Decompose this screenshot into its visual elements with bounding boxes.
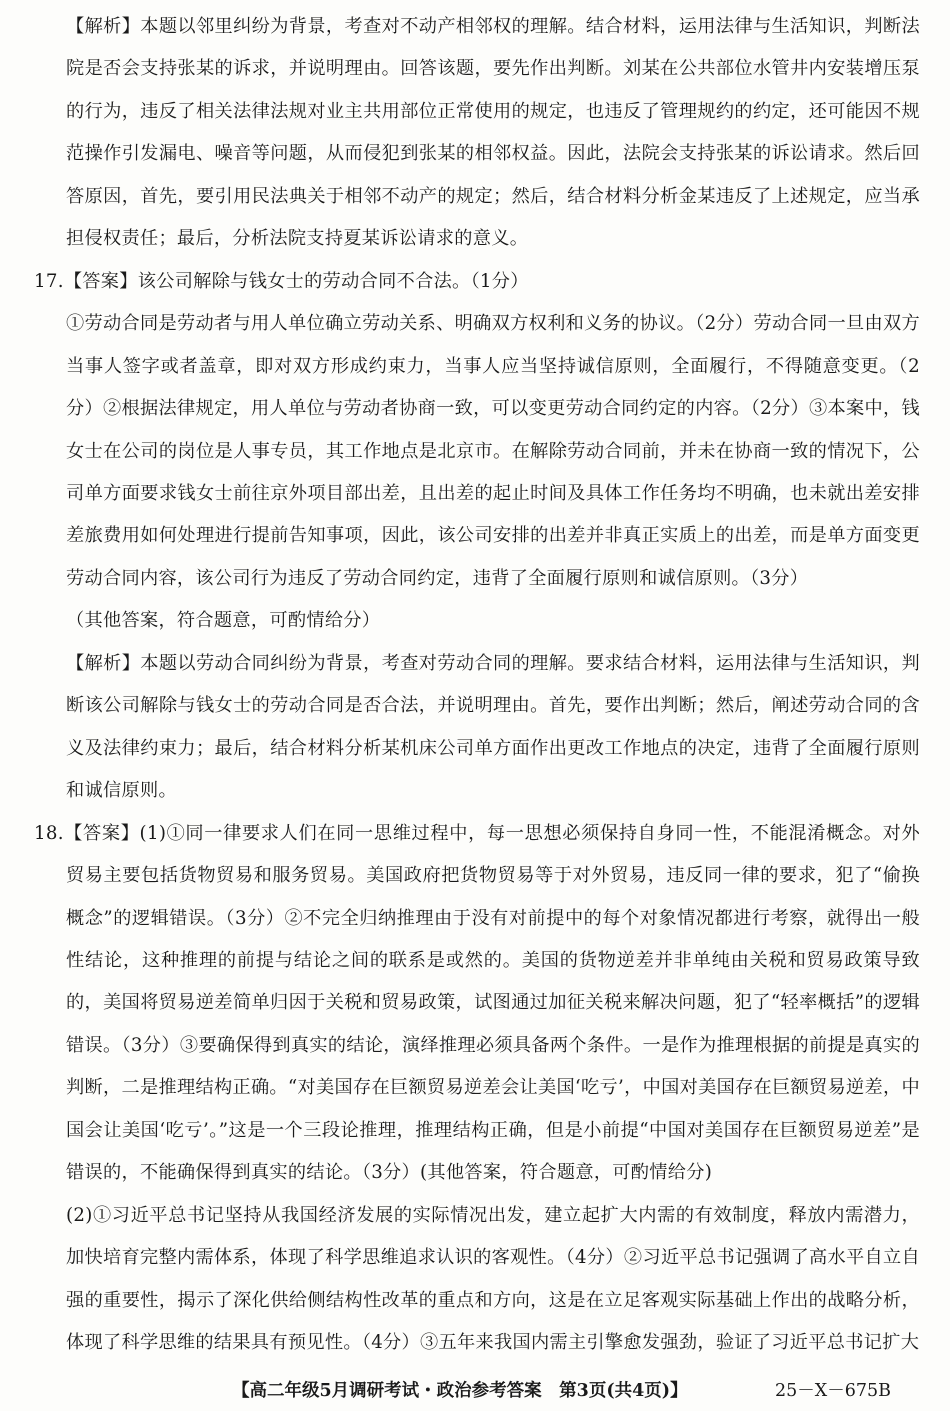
page-footer	[0, 1373, 950, 1409]
answer-18-part2: (2)①习近平总书记坚持从我国经济发展的实际情况出发，建立起扩大内需的有效制度，释放内需潜力，加快培育完整内需体系，体现了科学思维追求认识的客观性。（4分）②习近平总书记强调了高水平自立自强的重要性，揭示了深化供给侧结构性改革的重点和方向，这是在立足客观实际基础上作出的战略分析，体现了科学思维的结果具有预见性。（4分）③五年来我国内需主引擎愈发强劲，验证了习近平总书记扩大	[66, 1204, 920, 1354]
analysis-17-paragraph: 【解析】本题以劳动合同纠纷为背景，考查对劳动合同的理解。要求结合材料，运用法律与生活知识，判断该公司解除与钱女士的劳动合同是否合法，并说明理由。首先，要作出判断；然后，阐述劳动合同的含义及法律约束力；最后，结合材料分析某机床公司单方面作出更改工作地点的决定，违背了全面履行原则和诚信原则。	[66, 652, 920, 802]
answer-17-note: （其他答案，符合题意，可酌情给分）	[66, 610, 381, 632]
footer-code: 25－X－675B	[775, 1381, 891, 1401]
page-body	[0, 6, 950, 1365]
answer-18-part1: 18.【答案】(1)①同一律要求人们在同一思维过程中，每一思想必须保持自身同一性，不能混淆概念。对外贸易主要包括货物贸易和服务贸易。美国政府把货物贸易等于对外贸易，违反同一律的要求，犯了“偷换概念”的逻辑错误。（3分）②不完全归纳推理由于没有对前提中的每个对象情况都进行考察，就得出一般性结论，这种推理的前提与结论之间的联系是或然的。美国的货物逆差并非单纯由关税和贸易政策导致的，美国将贸易逆差简单归因于关税和贸易政策，试图通过加征关税来解决问题，犯了“轻率概括”的逻辑错误。（3分）③要确保得到真实的结论，演绎推理必须具备两个条件。一是作为推理根据的前提是真实的判断，二是推理结构正确。“对美国存在巨额贸易逆差会让美国‘吃亏’，中国对美国存在巨额贸易逆差，中国会让美国‘吃亏’。”这是一个三段论推理，推理结构正确，但是小前提“中国对美国存在巨额贸易逆差”是错误的，不能确保得到真实的结论。（3分）(其他答案，符合题意，可酌情给分)	[34, 822, 920, 1184]
footer-title: 【高二年级5月调研考试・政治参考答案 第3页(共4页)】	[232, 1381, 688, 1401]
answer-17-heading: 17.【答案】该公司解除与钱女士的劳动合同不合法。（1分）	[34, 270, 529, 292]
analysis-16-paragraph: 【解析】本题以邻里纠纷为背景，考查对不动产相邻权的理解。结合材料，运用法律与生活知识，判断法院是否会支持张某的诉求，并说明理由。回答该题，要先作出判断。刘某在公共部位水管井内安装增压泵的行为，违反了相关法律法规对业主共用部位正常使用的规定，也违反了管理规约的约定，还可能因不规范操作引发漏电、噪音等问题，从而侵犯到张某的相邻权益。因此，法院会支持张某的诉讼请求。然后回答原因，首先，要引用民法典关于相邻不动产的规定；然后，结合材料分析金某违反了上述规定，应当承担侵权责任；最后，分析法院支持夏某诉讼请求的意义。	[66, 16, 920, 250]
answer-17-body: ①劳动合同是劳动者与用人单位确立劳动关系、明确双方权利和义务的协议。（2分）劳动合同一旦由双方当事人签字或者盖章，即对双方形成约束力，当事人应当坚持诚信原则，全面履行，不得随意变更。（2分）②根据法律规定，用人单位与劳动者协商一致，可以变更劳动合同约定的内容。（2分）③本案中，钱女士在公司的岗位是人事专员，其工作地点是北京市。在解除劳动合同前，并未在协商一致的情况下，公司单方面要求钱女士前往京外项目部出差，且出差的起止时间及具体工作任务均不明确，也未就出差安排差旅费用如何处理进行提前告知事项，因此，该公司安排的出差并非真正实质上的出差，而是单方面变更劳动合同内容，该公司行为违反了劳动合同约定，违背了全面履行原则和诚信原则。（3分）	[66, 313, 920, 589]
